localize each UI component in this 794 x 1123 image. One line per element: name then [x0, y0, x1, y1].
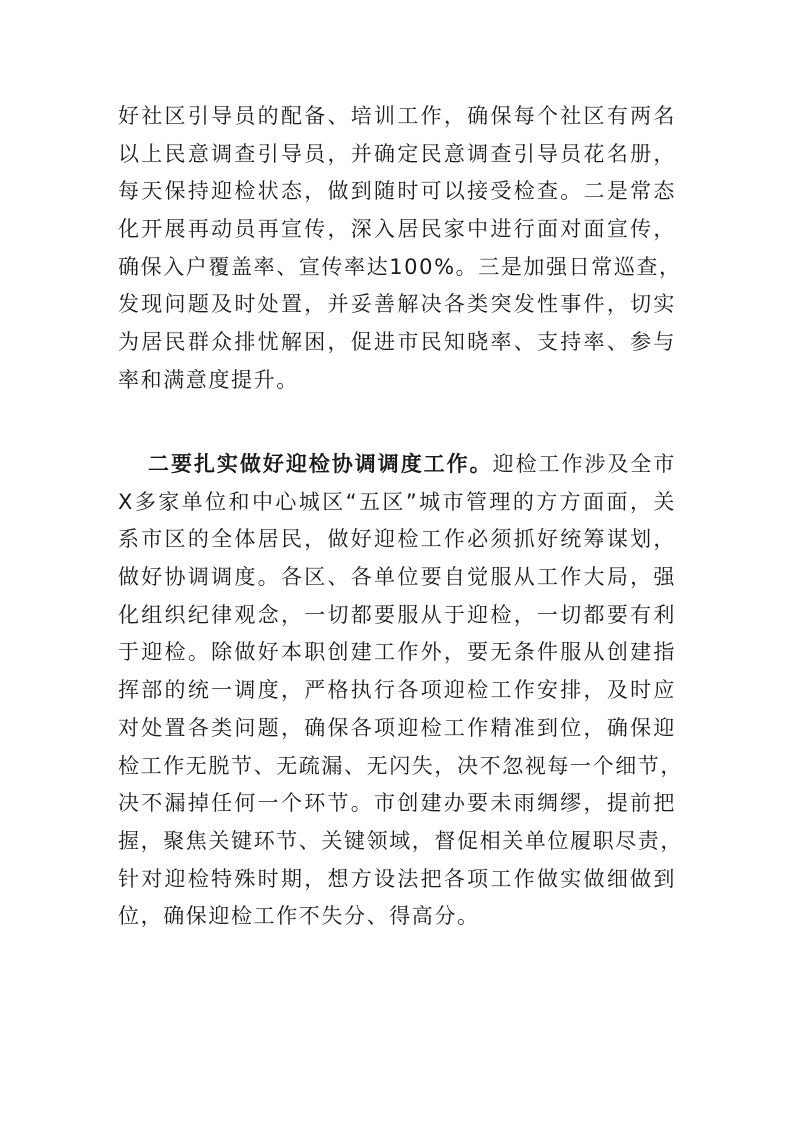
paragraph-line: 确保入户覆盖率、宣传率达100%。三是加强日常巡查，	[118, 254, 682, 279]
paragraph-line: 率和满意度提升。	[118, 367, 299, 392]
paragraph-line: 位，确保迎检工作不失分、得高分。	[118, 904, 480, 929]
paragraph-first-line	[118, 446, 676, 484]
paragraph-line: 系市区的全体居民，做好迎检工作必须抓好统筹谋划，	[118, 527, 676, 552]
paragraph-line: 挥部的统一调度，严格执行各项迎检工作安排，及时应	[118, 678, 676, 703]
paragraph-line: 对处置各类问题，确保各项迎检工作精准到位，确保迎	[118, 715, 676, 740]
paragraph-line: 化组织纪律观念，一切都要服从于迎检，一切都要有利	[118, 602, 676, 627]
paragraph-line: 做好协调调度。各区、各单位要自觉服从工作大局，强	[118, 565, 676, 590]
paragraph-line: 握，聚焦关键环节、关键领域，督促相关单位履职尽责，	[118, 828, 683, 853]
paragraph-line: X多家单位和中心城区“五区”城市管理的方方面面，关	[118, 489, 676, 514]
paragraph-line: 决不漏掉任何一个环节。市创建办要未雨绸缪，提前把	[118, 791, 676, 816]
paragraph-line: 检工作无脱节、无疏漏、无闪失，决不忽视每一个细节，	[118, 753, 683, 778]
paragraph-line: 针对迎检特殊时期，想方设法把各项工作做实做细做到	[118, 866, 676, 891]
paragraph-line-rest: 迎检工作涉及全市	[492, 452, 676, 476]
paragraph-line: 化开展再动员再宣传，深入居民家中进行面对面宣传，	[118, 217, 676, 242]
paragraph-line: 以上民意调查引导员，并确定民意调查引导员花名册，	[118, 141, 676, 166]
paragraph-line: 好社区引导员的配备、培训工作，确保每个社区有两名	[118, 104, 676, 128]
paragraph-heading: 二要扎实做好迎检协调调度工作。	[148, 452, 493, 476]
paragraph-2	[118, 446, 683, 936]
paragraph-line: 为居民群众排忧解困，促进市民知晓率、支持率、参与	[118, 330, 676, 355]
paragraph-line: 发现问题及时处置，并妥善解决各类突发性事件，切实	[118, 292, 676, 317]
paragraph-line: 于迎检。除做好本职创建工作外，要无条件服从创建指	[118, 640, 676, 665]
paragraph-1	[118, 98, 682, 400]
paragraph-line: 每天保持迎检状态，做到随时可以接受检查。二是常态	[118, 179, 676, 204]
